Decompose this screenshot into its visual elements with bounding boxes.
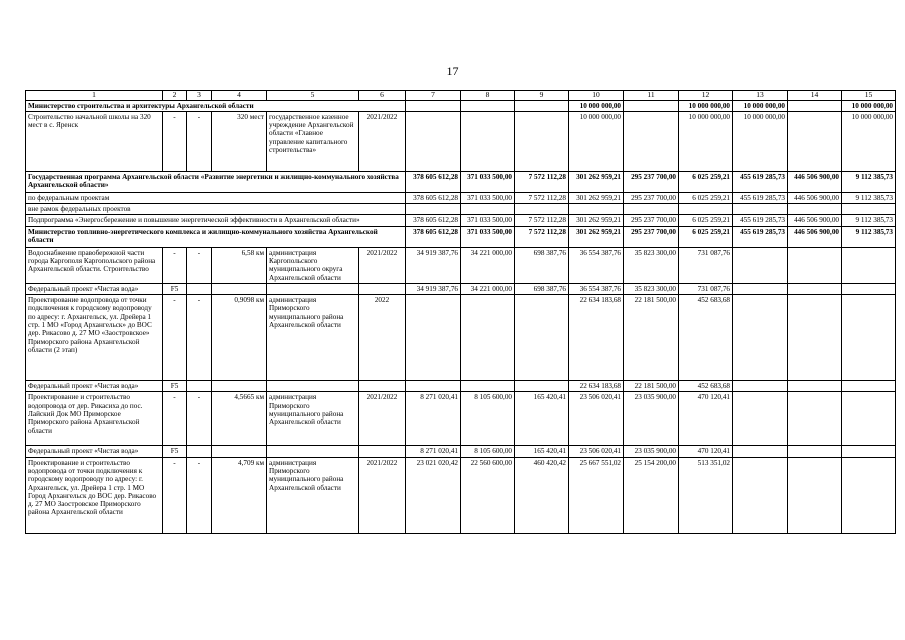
attribute-cell: F5 <box>163 283 187 294</box>
amount-cell: 446 506 900,00 <box>788 226 842 247</box>
amount-cell: 22 560 600,00 <box>461 457 515 533</box>
header-cell: 2 <box>163 91 187 101</box>
amount-cell: 455 619 285,73 <box>733 192 788 203</box>
table-row <box>26 226 896 247</box>
amount-cell <box>842 392 896 446</box>
amount-cell: 23 506 020,41 <box>569 392 624 446</box>
amount-cell: 7 572 112,28 <box>515 192 569 203</box>
row-label-cell: вне рамок федеральных проектов <box>26 204 406 215</box>
attribute-cell: администрация Приморского муниципального района Архангельской области <box>267 457 359 533</box>
amount-cell: 698 387,76 <box>515 283 569 294</box>
header-cell: 5 <box>267 91 359 101</box>
header-cell: 15 <box>842 91 896 101</box>
attribute-cell <box>212 381 267 392</box>
amount-cell: 10 000 000,00 <box>842 100 896 111</box>
amount-cell <box>788 283 842 294</box>
header-cell: 4 <box>212 91 267 101</box>
amount-cell <box>515 204 569 215</box>
amount-cell <box>406 111 461 171</box>
amount-cell: 731 087,76 <box>679 283 733 294</box>
attribute-cell: - <box>163 111 187 171</box>
amount-cell <box>733 283 788 294</box>
amount-cell <box>461 100 515 111</box>
amount-cell: 455 619 285,73 <box>733 226 788 247</box>
amount-cell: 731 087,76 <box>679 247 733 283</box>
amount-cell: 446 506 900,00 <box>788 171 842 192</box>
attribute-cell <box>187 283 212 294</box>
attribute-cell: 4,709 км <box>212 457 267 533</box>
amount-cell <box>733 247 788 283</box>
amount-cell <box>842 204 896 215</box>
attribute-cell <box>187 446 212 457</box>
amount-cell: 7 572 112,28 <box>515 171 569 192</box>
object-name-cell: Водоснабжение правобережной части города Каргополя Каргопольского района Архангельской области. Строительство <box>26 247 163 283</box>
amount-cell <box>406 295 461 381</box>
header-cell: 11 <box>624 91 679 101</box>
section-title-cell: Государственная программа Архангельской области «Развитие энергетики и жилищно-коммунального хозяйства Архангельской области» <box>26 171 406 192</box>
amount-cell: 165 420,41 <box>515 446 569 457</box>
attribute-cell <box>359 446 406 457</box>
amount-cell <box>788 457 842 533</box>
attribute-cell: - <box>187 247 212 283</box>
amount-cell <box>733 204 788 215</box>
attribute-cell: 2021/2022 <box>359 111 406 171</box>
amount-cell: 22 181 500,00 <box>624 381 679 392</box>
attribute-cell <box>267 446 359 457</box>
amount-cell <box>842 295 896 381</box>
amount-cell: 10 000 000,00 <box>679 111 733 171</box>
amount-cell: 301 262 959,21 <box>569 215 624 226</box>
amount-cell <box>569 204 624 215</box>
amount-cell <box>406 100 461 111</box>
attribute-cell: государственное казенное учреждение Архангельской области «Главное управление капитального строительства» <box>267 111 359 171</box>
amount-cell: 470 120,41 <box>679 446 733 457</box>
header-cell: 13 <box>733 91 788 101</box>
attribute-cell: 0,9098 км <box>212 295 267 381</box>
amount-cell <box>842 247 896 283</box>
amount-cell: 455 619 285,73 <box>733 215 788 226</box>
amount-cell: 10 000 000,00 <box>679 100 733 111</box>
amount-cell <box>842 381 896 392</box>
object-name-cell: Проектирование и строительство водопровода от дер. Рикасиха до пос. Лайский Док МО Приморское Приморского района Архангельской области <box>26 392 163 446</box>
attribute-cell: - <box>187 392 212 446</box>
amount-cell <box>461 204 515 215</box>
attribute-cell: - <box>163 247 187 283</box>
amount-cell: 378 605 612,28 <box>406 171 461 192</box>
amount-cell: 295 237 700,00 <box>624 226 679 247</box>
table-row <box>26 215 896 226</box>
amount-cell: 9 112 385,73 <box>842 226 896 247</box>
amount-cell: 34 919 387,76 <box>406 247 461 283</box>
amount-cell: 452 683,68 <box>679 295 733 381</box>
amount-cell: 23 035 900,00 <box>624 392 679 446</box>
row-label-cell: Подпрограмма «Энергосбережение и повышение энергетической эффективности в Архангельской области» <box>26 215 406 226</box>
amount-cell <box>733 381 788 392</box>
attribute-cell: 2022 <box>359 295 406 381</box>
amount-cell <box>515 100 569 111</box>
amount-cell <box>406 381 461 392</box>
attribute-cell: 4,5665 км <box>212 392 267 446</box>
amount-cell: 35 823 300,00 <box>624 283 679 294</box>
header-cell: 10 <box>569 91 624 101</box>
amount-cell: 295 237 700,00 <box>624 171 679 192</box>
attribute-cell: 320 мест <box>212 111 267 171</box>
amount-cell: 371 033 500,00 <box>461 192 515 203</box>
amount-cell: 22 634 183,68 <box>569 295 624 381</box>
amount-cell: 35 823 300,00 <box>624 247 679 283</box>
object-name-cell: Федеральный проект «Чистая вода» <box>26 381 163 392</box>
row-label-cell: по федеральным проектам <box>26 192 406 203</box>
attribute-cell: - <box>163 295 187 381</box>
amount-cell: 371 033 500,00 <box>461 226 515 247</box>
amount-cell: 446 506 900,00 <box>788 192 842 203</box>
amount-cell: 452 683,68 <box>679 381 733 392</box>
amount-cell <box>733 295 788 381</box>
amount-cell <box>461 381 515 392</box>
table-row <box>26 204 896 215</box>
object-name-cell: Федеральный проект «Чистая вода» <box>26 283 163 294</box>
amount-cell <box>788 446 842 457</box>
amount-cell: 455 619 285,73 <box>733 171 788 192</box>
amount-cell: 165 420,41 <box>515 392 569 446</box>
amount-cell: 470 120,41 <box>679 392 733 446</box>
attribute-cell: - <box>187 295 212 381</box>
object-name-cell: Проектирование водопровода от точки подключения к городскому водопроводу по адресу: г. Архангельск, ул. Дрейера 1 стр. 1 МО «Город Архангельск» до ВОС дер. Рикасово д. 27 МО «Заостровское» Приморского района Архангельской области (2 этап) <box>26 295 163 381</box>
table-header-row <box>26 91 896 101</box>
table-row <box>26 171 896 192</box>
amount-cell: 10 000 000,00 <box>842 111 896 171</box>
amount-cell: 9 112 385,73 <box>842 171 896 192</box>
amount-cell: 460 420,42 <box>515 457 569 533</box>
amount-cell: 25 154 200,00 <box>624 457 679 533</box>
amount-cell: 301 262 959,21 <box>569 226 624 247</box>
amount-cell: 371 033 500,00 <box>461 171 515 192</box>
amount-cell: 7 572 112,28 <box>515 215 569 226</box>
amount-cell: 378 605 612,28 <box>406 215 461 226</box>
amount-cell <box>788 111 842 171</box>
amount-cell: 10 000 000,00 <box>569 111 624 171</box>
attribute-cell: администрация Каргопольского муниципального округа Архангельской области <box>267 247 359 283</box>
object-name-cell: Строительство начальной школы на 320 мест в с. Яренск <box>26 111 163 171</box>
attribute-cell <box>267 283 359 294</box>
section-title-cell: Министерство строительства и архитектуры Архангельской области <box>26 100 406 111</box>
amount-cell <box>733 392 788 446</box>
table-row <box>26 192 896 203</box>
amount-cell: 301 262 959,21 <box>569 192 624 203</box>
amount-cell <box>461 111 515 171</box>
attribute-cell: администрация Приморского муниципального района Архангельской области <box>267 392 359 446</box>
attribute-cell: - <box>187 111 212 171</box>
amount-cell: 23 021 020,42 <box>406 457 461 533</box>
amount-cell: 23 035 900,00 <box>624 446 679 457</box>
header-cell: 1 <box>26 91 163 101</box>
amount-cell: 446 506 900,00 <box>788 215 842 226</box>
header-cell: 6 <box>359 91 406 101</box>
amount-cell: 698 387,76 <box>515 247 569 283</box>
amount-cell: 34 221 000,00 <box>461 247 515 283</box>
table-row <box>26 295 896 381</box>
amount-cell: 10 000 000,00 <box>733 111 788 171</box>
attribute-cell: F5 <box>163 381 187 392</box>
amount-cell: 9 112 385,73 <box>842 192 896 203</box>
amount-cell <box>842 457 896 533</box>
attribute-cell <box>187 381 212 392</box>
attribute-cell <box>359 381 406 392</box>
amount-cell <box>461 295 515 381</box>
amount-cell: 22 634 183,68 <box>569 381 624 392</box>
amount-cell: 34 919 387,76 <box>406 283 461 294</box>
amount-cell: 378 605 612,28 <box>406 226 461 247</box>
attribute-cell <box>267 381 359 392</box>
amount-cell: 22 181 500,00 <box>624 295 679 381</box>
amount-cell: 8 105 600,00 <box>461 446 515 457</box>
amount-cell: 8 271 020,41 <box>406 392 461 446</box>
table-row <box>26 111 896 171</box>
attribute-cell: администрация Приморского муниципального района Архангельской области <box>267 295 359 381</box>
header-cell: 12 <box>679 91 733 101</box>
amount-cell <box>788 247 842 283</box>
amount-cell <box>679 204 733 215</box>
header-cell: 14 <box>788 91 842 101</box>
amount-cell: 301 262 959,21 <box>569 171 624 192</box>
amount-cell <box>842 283 896 294</box>
amount-cell: 6 025 259,21 <box>679 171 733 192</box>
amount-cell: 36 554 387,76 <box>569 283 624 294</box>
amount-cell: 295 237 700,00 <box>624 215 679 226</box>
amount-cell <box>788 204 842 215</box>
table-row <box>26 247 896 283</box>
amount-cell: 8 271 020,41 <box>406 446 461 457</box>
amount-cell: 23 506 020,41 <box>569 446 624 457</box>
amount-cell: 25 667 551,02 <box>569 457 624 533</box>
amount-cell <box>842 446 896 457</box>
amount-cell <box>733 457 788 533</box>
attribute-cell: - <box>163 392 187 446</box>
amount-cell <box>788 295 842 381</box>
page-number: 17 <box>446 64 459 78</box>
attribute-cell: F5 <box>163 446 187 457</box>
amount-cell <box>788 392 842 446</box>
amount-cell <box>624 111 679 171</box>
object-name-cell: Федеральный проект «Чистая вода» <box>26 446 163 457</box>
attribute-cell: - <box>163 457 187 533</box>
table-row <box>26 283 896 294</box>
table-row <box>26 446 896 457</box>
amount-cell: 6 025 259,21 <box>679 192 733 203</box>
attribute-cell <box>212 283 267 294</box>
amount-cell <box>624 100 679 111</box>
attribute-cell <box>212 446 267 457</box>
amount-cell: 34 221 000,00 <box>461 283 515 294</box>
amount-cell <box>788 100 842 111</box>
amount-cell <box>515 111 569 171</box>
amount-cell: 36 554 387,76 <box>569 247 624 283</box>
amount-cell <box>733 446 788 457</box>
attribute-cell: - <box>187 457 212 533</box>
header-cell: 7 <box>406 91 461 101</box>
header-cell: 8 <box>461 91 515 101</box>
table-row <box>26 100 896 111</box>
amount-cell: 295 237 700,00 <box>624 192 679 203</box>
budget-table <box>25 90 896 534</box>
attribute-cell: 2021/2022 <box>359 457 406 533</box>
header-cell: 3 <box>187 91 212 101</box>
amount-cell: 6 025 259,21 <box>679 226 733 247</box>
attribute-cell: 6,58 км <box>212 247 267 283</box>
amount-cell <box>515 295 569 381</box>
amount-cell: 6 025 259,21 <box>679 215 733 226</box>
table-row <box>26 457 896 533</box>
amount-cell: 10 000 000,00 <box>733 100 788 111</box>
table-row <box>26 381 896 392</box>
amount-cell: 513 351,02 <box>679 457 733 533</box>
amount-cell <box>515 381 569 392</box>
amount-cell: 378 605 612,28 <box>406 192 461 203</box>
amount-cell: 7 572 112,28 <box>515 226 569 247</box>
attribute-cell <box>359 283 406 294</box>
amount-cell: 371 033 500,00 <box>461 215 515 226</box>
header-cell: 9 <box>515 91 569 101</box>
attribute-cell: 2021/2022 <box>359 392 406 446</box>
amount-cell: 10 000 000,00 <box>569 100 624 111</box>
amount-cell <box>788 381 842 392</box>
table-row <box>26 392 896 446</box>
amount-cell: 9 112 385,73 <box>842 215 896 226</box>
amount-cell <box>406 204 461 215</box>
section-title-cell: Министерство топливно-энергетического комплекса и жилищно-коммунального хозяйства Архангельской области <box>26 226 406 247</box>
attribute-cell: 2021/2022 <box>359 247 406 283</box>
amount-cell: 8 105 600,00 <box>461 392 515 446</box>
amount-cell <box>624 204 679 215</box>
object-name-cell: Проектирование и строительство водопровода от точки подключения к городскому водопроводу по адресу: г. Архангельск, ул. Дрейера 1 стр. 1 МО Город Архангельск до ВОС дер. Рикасово д. 27 МО Заостровское Приморского района Архангельской области <box>26 457 163 533</box>
